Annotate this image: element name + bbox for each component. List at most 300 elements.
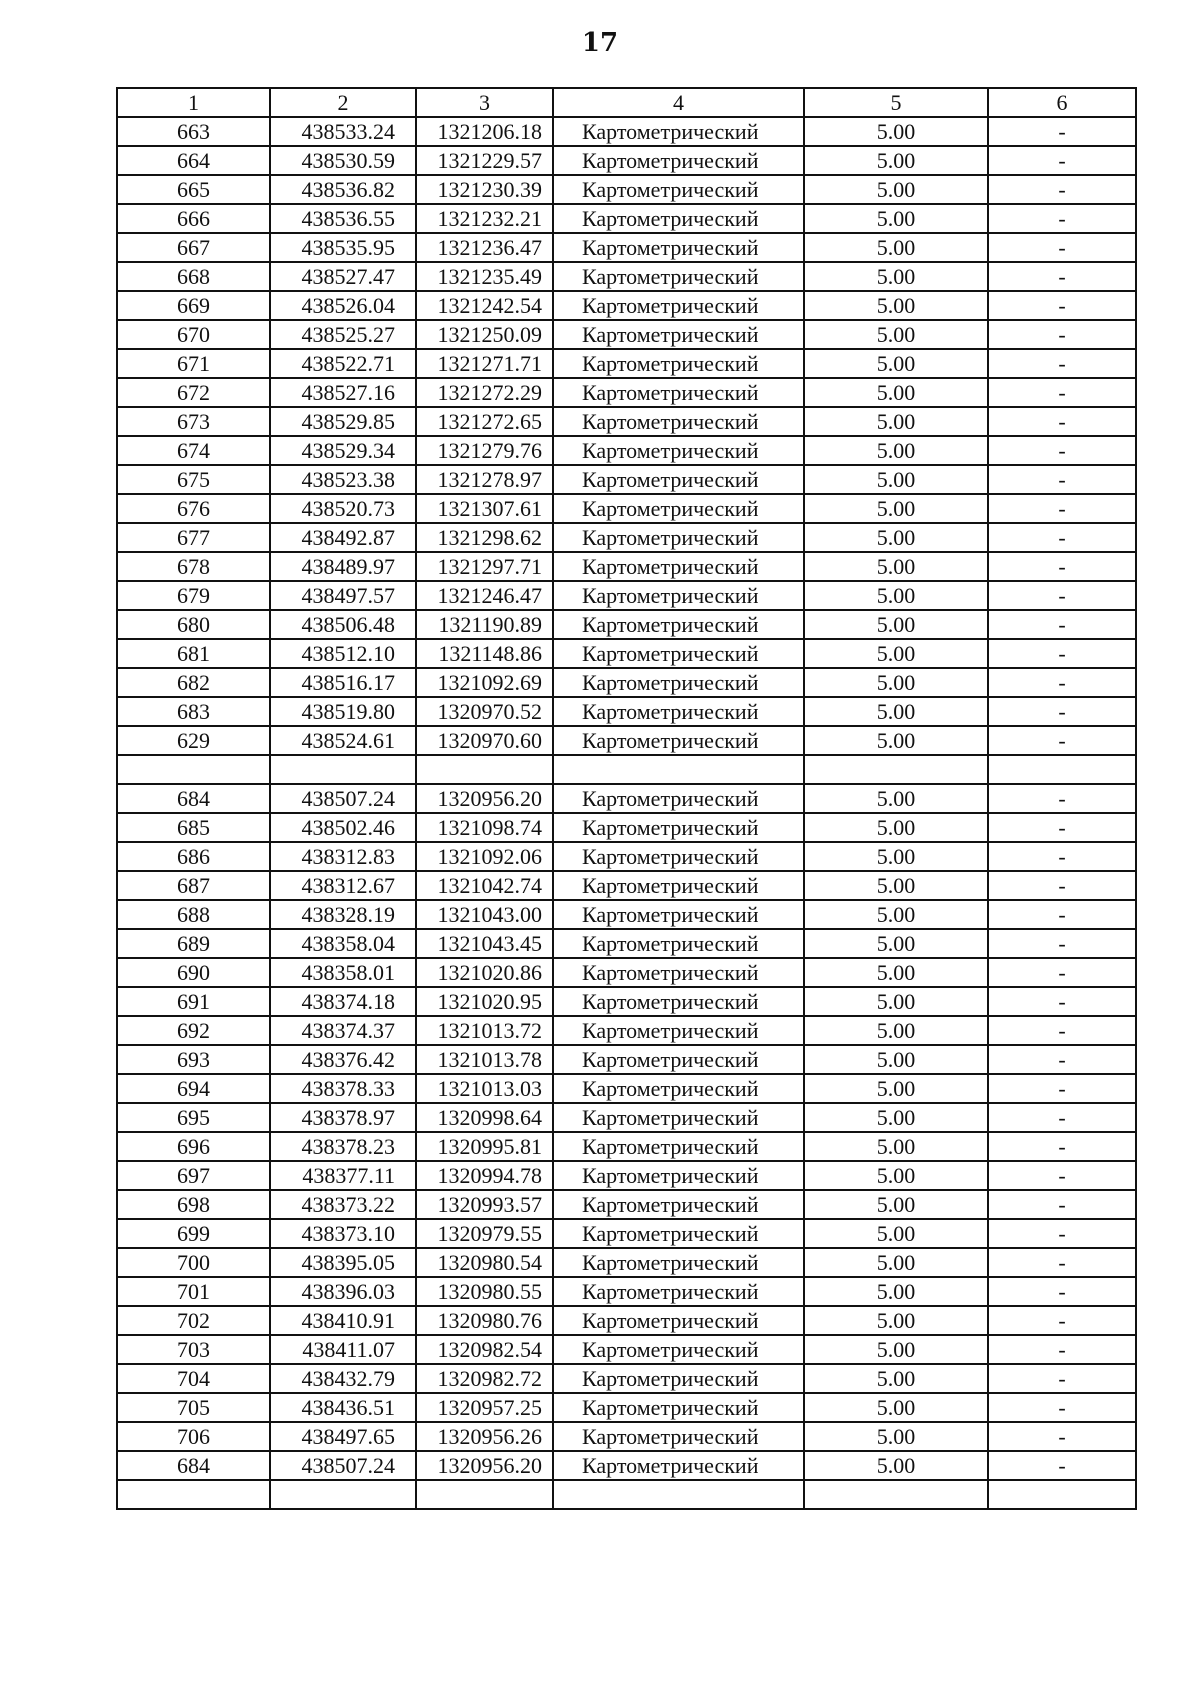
- point-number-cell: 677: [117, 523, 270, 552]
- note-cell: -: [988, 436, 1136, 465]
- accuracy-cell: 5.00: [804, 494, 988, 523]
- note-cell: -: [988, 407, 1136, 436]
- note-cell: -: [988, 668, 1136, 697]
- note-cell: -: [988, 987, 1136, 1016]
- accuracy-cell: 5.00: [804, 1277, 988, 1306]
- accuracy-cell: 5.00: [804, 1248, 988, 1277]
- table-row: [117, 1132, 1136, 1161]
- method-cell: Картометрический: [553, 117, 804, 146]
- point-number-cell: 663: [117, 117, 270, 146]
- x-coordinate-cell: 438374.37: [270, 1016, 416, 1045]
- accuracy-cell: 5.00: [804, 900, 988, 929]
- point-number-cell: 666: [117, 204, 270, 233]
- x-coordinate-cell: 438520.73: [270, 494, 416, 523]
- y-coordinate-cell: 1320980.76: [416, 1306, 553, 1335]
- accuracy-cell: 5.00: [804, 668, 988, 697]
- accuracy-cell: 5.00: [804, 465, 988, 494]
- note-cell: -: [988, 1248, 1136, 1277]
- point-number-cell: 691: [117, 987, 270, 1016]
- table-row: [117, 726, 1136, 755]
- accuracy-cell: 5.00: [804, 842, 988, 871]
- table-row: [117, 233, 1136, 262]
- x-coordinate-cell: 438523.38: [270, 465, 416, 494]
- note-cell: -: [988, 320, 1136, 349]
- table-row: [117, 784, 1136, 813]
- accuracy-cell: 5.00: [804, 436, 988, 465]
- accuracy-cell: 5.00: [804, 1393, 988, 1422]
- accuracy-cell: 5.00: [804, 726, 988, 755]
- point-number-cell: 669: [117, 291, 270, 320]
- y-coordinate-cell: 1321236.47: [416, 233, 553, 262]
- x-coordinate-cell: 438312.83: [270, 842, 416, 871]
- point-number-cell: 668: [117, 262, 270, 291]
- method-cell: Картометрический: [553, 958, 804, 987]
- method-cell: Картометрический: [553, 813, 804, 842]
- x-coordinate-cell: 438374.18: [270, 987, 416, 1016]
- accuracy-cell: 5.00: [804, 233, 988, 262]
- x-coordinate-cell: 438497.65: [270, 1422, 416, 1451]
- y-coordinate-cell: 1320998.64: [416, 1103, 553, 1132]
- point-number-cell: 680: [117, 610, 270, 639]
- accuracy-cell: 5.00: [804, 117, 988, 146]
- note-cell: -: [988, 581, 1136, 610]
- x-coordinate-cell: 438519.80: [270, 697, 416, 726]
- method-cell: Картометрический: [553, 900, 804, 929]
- method-cell: [553, 755, 804, 784]
- note-cell: [988, 755, 1136, 784]
- note-cell: -: [988, 1219, 1136, 1248]
- x-coordinate-cell: 438522.71: [270, 349, 416, 378]
- accuracy-cell: 5.00: [804, 1364, 988, 1393]
- point-number-cell: 674: [117, 436, 270, 465]
- x-coordinate-cell: 438536.82: [270, 175, 416, 204]
- y-coordinate-cell: 1321229.57: [416, 146, 553, 175]
- y-coordinate-cell: 1321298.62: [416, 523, 553, 552]
- y-coordinate-cell: 1321042.74: [416, 871, 553, 900]
- point-number-cell: 685: [117, 813, 270, 842]
- table-row: [117, 1364, 1136, 1393]
- note-cell: -: [988, 262, 1136, 291]
- point-number-cell: 679: [117, 581, 270, 610]
- point-number-cell: 695: [117, 1103, 270, 1132]
- x-coordinate-cell: 438497.57: [270, 581, 416, 610]
- accuracy-cell: 5.00: [804, 813, 988, 842]
- note-cell: -: [988, 1335, 1136, 1364]
- y-coordinate-cell: 1321232.21: [416, 204, 553, 233]
- x-coordinate-cell: 438502.46: [270, 813, 416, 842]
- note-cell: -: [988, 842, 1136, 871]
- note-cell: -: [988, 117, 1136, 146]
- x-coordinate-cell: [270, 1480, 416, 1509]
- accuracy-cell: 5.00: [804, 291, 988, 320]
- method-cell: Картометрический: [553, 1103, 804, 1132]
- x-coordinate-cell: 438358.04: [270, 929, 416, 958]
- point-number-cell: 686: [117, 842, 270, 871]
- x-coordinate-cell: 438358.01: [270, 958, 416, 987]
- table-row: [117, 1161, 1136, 1190]
- method-cell: Картометрический: [553, 610, 804, 639]
- x-coordinate-cell: 438396.03: [270, 1277, 416, 1306]
- point-number-cell: 684: [117, 1451, 270, 1480]
- accuracy-cell: 5.00: [804, 1016, 988, 1045]
- method-cell: Картометрический: [553, 320, 804, 349]
- point-number-cell: 629: [117, 726, 270, 755]
- point-number-cell: 703: [117, 1335, 270, 1364]
- method-cell: Картометрический: [553, 1277, 804, 1306]
- y-coordinate-cell: 1321230.39: [416, 175, 553, 204]
- y-coordinate-cell: [416, 1480, 553, 1509]
- y-coordinate-cell: 1320982.72: [416, 1364, 553, 1393]
- y-coordinate-cell: 1321272.29: [416, 378, 553, 407]
- y-coordinate-cell: 1320979.55: [416, 1219, 553, 1248]
- accuracy-cell: 5.00: [804, 581, 988, 610]
- y-coordinate-cell: 1321020.86: [416, 958, 553, 987]
- x-coordinate-cell: 438395.05: [270, 1248, 416, 1277]
- column-header-3: 3: [416, 88, 553, 117]
- note-cell: -: [988, 465, 1136, 494]
- column-header-5: 5: [804, 88, 988, 117]
- note-cell: -: [988, 639, 1136, 668]
- method-cell: Картометрический: [553, 929, 804, 958]
- accuracy-cell: 5.00: [804, 1103, 988, 1132]
- table-row: [117, 842, 1136, 871]
- y-coordinate-cell: 1320993.57: [416, 1190, 553, 1219]
- method-cell: Картометрический: [553, 726, 804, 755]
- x-coordinate-cell: 438525.27: [270, 320, 416, 349]
- table-row: [117, 610, 1136, 639]
- method-cell: Картометрический: [553, 378, 804, 407]
- note-cell: -: [988, 726, 1136, 755]
- point-number-cell: 675: [117, 465, 270, 494]
- y-coordinate-cell: 1321206.18: [416, 117, 553, 146]
- column-header-6: 6: [988, 88, 1136, 117]
- y-coordinate-cell: 1320956.20: [416, 784, 553, 813]
- note-cell: [988, 1480, 1136, 1509]
- note-cell: -: [988, 175, 1136, 204]
- accuracy-cell: 5.00: [804, 1451, 988, 1480]
- y-coordinate-cell: 1321235.49: [416, 262, 553, 291]
- y-coordinate-cell: 1320970.52: [416, 697, 553, 726]
- y-coordinate-cell: 1321013.03: [416, 1074, 553, 1103]
- table-row: [117, 146, 1136, 175]
- x-coordinate-cell: 438378.23: [270, 1132, 416, 1161]
- note-cell: -: [988, 1045, 1136, 1074]
- method-cell: Картометрический: [553, 784, 804, 813]
- accuracy-cell: 5.00: [804, 262, 988, 291]
- table-row: [117, 552, 1136, 581]
- table-row: [117, 117, 1136, 146]
- table-row: [117, 1219, 1136, 1248]
- table-row: [117, 1074, 1136, 1103]
- table-row: [117, 871, 1136, 900]
- y-coordinate-cell: 1320956.20: [416, 1451, 553, 1480]
- x-coordinate-cell: 438526.04: [270, 291, 416, 320]
- note-cell: -: [988, 1132, 1136, 1161]
- point-number-cell: 687: [117, 871, 270, 900]
- y-coordinate-cell: 1320995.81: [416, 1132, 553, 1161]
- note-cell: -: [988, 610, 1136, 639]
- y-coordinate-cell: 1321190.89: [416, 610, 553, 639]
- table-row: [117, 1248, 1136, 1277]
- y-coordinate-cell: 1321020.95: [416, 987, 553, 1016]
- x-coordinate-cell: 438506.48: [270, 610, 416, 639]
- note-cell: -: [988, 1161, 1136, 1190]
- y-coordinate-cell: 1321092.06: [416, 842, 553, 871]
- y-coordinate-cell: 1320982.54: [416, 1335, 553, 1364]
- method-cell: Картометрический: [553, 175, 804, 204]
- note-cell: -: [988, 871, 1136, 900]
- accuracy-cell: 5.00: [804, 146, 988, 175]
- method-cell: Картометрический: [553, 1016, 804, 1045]
- x-coordinate-cell: 438527.47: [270, 262, 416, 291]
- table-row: [117, 1190, 1136, 1219]
- point-number-cell: 698: [117, 1190, 270, 1219]
- method-cell: Картометрический: [553, 1248, 804, 1277]
- x-coordinate-cell: 438328.19: [270, 900, 416, 929]
- x-coordinate-cell: 438527.16: [270, 378, 416, 407]
- point-number-cell: 681: [117, 639, 270, 668]
- point-number-cell: 696: [117, 1132, 270, 1161]
- x-coordinate-cell: 438378.33: [270, 1074, 416, 1103]
- point-number-cell: [117, 755, 270, 784]
- point-number-cell: 704: [117, 1364, 270, 1393]
- x-coordinate-cell: 438512.10: [270, 639, 416, 668]
- y-coordinate-cell: 1320980.54: [416, 1248, 553, 1277]
- note-cell: -: [988, 1016, 1136, 1045]
- note-cell: -: [988, 233, 1136, 262]
- accuracy-cell: 5.00: [804, 552, 988, 581]
- method-cell: Картометрический: [553, 697, 804, 726]
- table-row: [117, 204, 1136, 233]
- x-coordinate-cell: 438312.67: [270, 871, 416, 900]
- method-cell: Картометрический: [553, 407, 804, 436]
- point-number-cell: 693: [117, 1045, 270, 1074]
- table-row: [117, 436, 1136, 465]
- table-row: [117, 987, 1136, 1016]
- point-number-cell: 682: [117, 668, 270, 697]
- table-row: [117, 1016, 1136, 1045]
- note-cell: -: [988, 1306, 1136, 1335]
- table-row: [117, 1451, 1136, 1480]
- method-cell: Картометрический: [553, 465, 804, 494]
- method-cell: Картометрический: [553, 668, 804, 697]
- note-cell: -: [988, 1451, 1136, 1480]
- method-cell: Картометрический: [553, 842, 804, 871]
- accuracy-cell: 5.00: [804, 1422, 988, 1451]
- y-coordinate-cell: 1321013.72: [416, 1016, 553, 1045]
- table-row: [117, 813, 1136, 842]
- y-coordinate-cell: 1321278.97: [416, 465, 553, 494]
- point-number-cell: 694: [117, 1074, 270, 1103]
- accuracy-cell: 5.00: [804, 378, 988, 407]
- accuracy-cell: 5.00: [804, 987, 988, 1016]
- table-row: [117, 1335, 1136, 1364]
- point-number-cell: 690: [117, 958, 270, 987]
- x-coordinate-cell: 438373.22: [270, 1190, 416, 1219]
- x-coordinate-cell: 438507.24: [270, 1451, 416, 1480]
- point-number-cell: 700: [117, 1248, 270, 1277]
- table-row: [117, 407, 1136, 436]
- accuracy-cell: 5.00: [804, 784, 988, 813]
- y-coordinate-cell: 1320956.26: [416, 1422, 553, 1451]
- table-row: [117, 1422, 1136, 1451]
- y-coordinate-cell: 1321250.09: [416, 320, 553, 349]
- blank-row: [117, 1480, 1136, 1509]
- point-number-cell: 664: [117, 146, 270, 175]
- method-cell: Картометрический: [553, 494, 804, 523]
- table-row: [117, 320, 1136, 349]
- y-coordinate-cell: 1321307.61: [416, 494, 553, 523]
- note-cell: -: [988, 378, 1136, 407]
- method-cell: Картометрический: [553, 1451, 804, 1480]
- y-coordinate-cell: 1321043.45: [416, 929, 553, 958]
- y-coordinate-cell: 1321272.65: [416, 407, 553, 436]
- table-row: [117, 668, 1136, 697]
- point-number-cell: 706: [117, 1422, 270, 1451]
- x-coordinate-cell: 438489.97: [270, 552, 416, 581]
- table-row: [117, 494, 1136, 523]
- table-row: [117, 1306, 1136, 1335]
- note-cell: -: [988, 1422, 1136, 1451]
- x-coordinate-cell: 438378.97: [270, 1103, 416, 1132]
- table-row: [117, 349, 1136, 378]
- table-row: [117, 958, 1136, 987]
- method-cell: Картометрический: [553, 1306, 804, 1335]
- method-cell: Картометрический: [553, 523, 804, 552]
- method-cell: Картометрический: [553, 1335, 804, 1364]
- y-coordinate-cell: 1321148.86: [416, 639, 553, 668]
- accuracy-cell: [804, 1480, 988, 1509]
- y-coordinate-cell: 1321092.69: [416, 668, 553, 697]
- note-cell: -: [988, 1103, 1136, 1132]
- point-number-cell: 670: [117, 320, 270, 349]
- point-number-cell: 683: [117, 697, 270, 726]
- accuracy-cell: 5.00: [804, 1132, 988, 1161]
- note-cell: -: [988, 813, 1136, 842]
- method-cell: Картометрический: [553, 639, 804, 668]
- header-row: [117, 88, 1136, 117]
- note-cell: -: [988, 958, 1136, 987]
- method-cell: Картометрический: [553, 1074, 804, 1103]
- note-cell: -: [988, 1393, 1136, 1422]
- accuracy-cell: 5.00: [804, 204, 988, 233]
- point-number-cell: 667: [117, 233, 270, 262]
- method-cell: Картометрический: [553, 1393, 804, 1422]
- column-header-4: 4: [553, 88, 804, 117]
- accuracy-cell: 5.00: [804, 929, 988, 958]
- note-cell: -: [988, 1190, 1136, 1219]
- y-coordinate-cell: 1320970.60: [416, 726, 553, 755]
- accuracy-cell: 5.00: [804, 610, 988, 639]
- y-coordinate-cell: 1320994.78: [416, 1161, 553, 1190]
- accuracy-cell: 5.00: [804, 1335, 988, 1364]
- method-cell: Картометрический: [553, 987, 804, 1016]
- x-coordinate-cell: 438516.17: [270, 668, 416, 697]
- x-coordinate-cell: 438529.34: [270, 436, 416, 465]
- x-coordinate-cell: 438536.55: [270, 204, 416, 233]
- column-header-1: 1: [117, 88, 270, 117]
- method-cell: Картометрический: [553, 233, 804, 262]
- column-header-2: 2: [270, 88, 416, 117]
- method-cell: Картометрический: [553, 1161, 804, 1190]
- point-number-cell: 702: [117, 1306, 270, 1335]
- table-row: [117, 175, 1136, 204]
- point-number-cell: [117, 1480, 270, 1509]
- point-number-cell: 689: [117, 929, 270, 958]
- table-row: [117, 465, 1136, 494]
- y-coordinate-cell: 1321271.71: [416, 349, 553, 378]
- coordinates-table: [116, 87, 1137, 1510]
- accuracy-cell: 5.00: [804, 523, 988, 552]
- point-number-cell: 692: [117, 1016, 270, 1045]
- method-cell: Картометрический: [553, 204, 804, 233]
- x-coordinate-cell: 438410.91: [270, 1306, 416, 1335]
- y-coordinate-cell: 1321242.54: [416, 291, 553, 320]
- table-row: [117, 291, 1136, 320]
- note-cell: -: [988, 697, 1136, 726]
- accuracy-cell: 5.00: [804, 871, 988, 900]
- note-cell: -: [988, 1074, 1136, 1103]
- table-row: [117, 929, 1136, 958]
- y-coordinate-cell: 1321013.78: [416, 1045, 553, 1074]
- blank-row: [117, 755, 1136, 784]
- method-cell: [553, 1480, 804, 1509]
- note-cell: -: [988, 146, 1136, 175]
- note-cell: -: [988, 204, 1136, 233]
- x-coordinate-cell: 438436.51: [270, 1393, 416, 1422]
- accuracy-cell: 5.00: [804, 1306, 988, 1335]
- x-coordinate-cell: 438530.59: [270, 146, 416, 175]
- accuracy-cell: 5.00: [804, 639, 988, 668]
- accuracy-cell: 5.00: [804, 175, 988, 204]
- method-cell: Картометрический: [553, 436, 804, 465]
- note-cell: -: [988, 349, 1136, 378]
- method-cell: Картометрический: [553, 1364, 804, 1393]
- method-cell: Картометрический: [553, 581, 804, 610]
- note-cell: -: [988, 291, 1136, 320]
- y-coordinate-cell: 1321297.71: [416, 552, 553, 581]
- table-row: [117, 378, 1136, 407]
- x-coordinate-cell: [270, 755, 416, 784]
- accuracy-cell: 5.00: [804, 958, 988, 987]
- table-row: [117, 523, 1136, 552]
- y-coordinate-cell: 1321098.74: [416, 813, 553, 842]
- y-coordinate-cell: 1321043.00: [416, 900, 553, 929]
- point-number-cell: 678: [117, 552, 270, 581]
- table-row: [117, 639, 1136, 668]
- table-row: [117, 697, 1136, 726]
- point-number-cell: 699: [117, 1219, 270, 1248]
- method-cell: Картометрический: [553, 291, 804, 320]
- point-number-cell: 676: [117, 494, 270, 523]
- point-number-cell: 673: [117, 407, 270, 436]
- y-coordinate-cell: [416, 755, 553, 784]
- accuracy-cell: 5.00: [804, 1045, 988, 1074]
- point-number-cell: 701: [117, 1277, 270, 1306]
- accuracy-cell: 5.00: [804, 697, 988, 726]
- point-number-cell: 684: [117, 784, 270, 813]
- table-row: [117, 1393, 1136, 1422]
- y-coordinate-cell: 1321246.47: [416, 581, 553, 610]
- point-number-cell: 672: [117, 378, 270, 407]
- table-row: [117, 1045, 1136, 1074]
- method-cell: Картометрический: [553, 1190, 804, 1219]
- method-cell: Картометрический: [553, 552, 804, 581]
- note-cell: -: [988, 900, 1136, 929]
- y-coordinate-cell: 1320980.55: [416, 1277, 553, 1306]
- note-cell: -: [988, 1277, 1136, 1306]
- accuracy-cell: 5.00: [804, 1074, 988, 1103]
